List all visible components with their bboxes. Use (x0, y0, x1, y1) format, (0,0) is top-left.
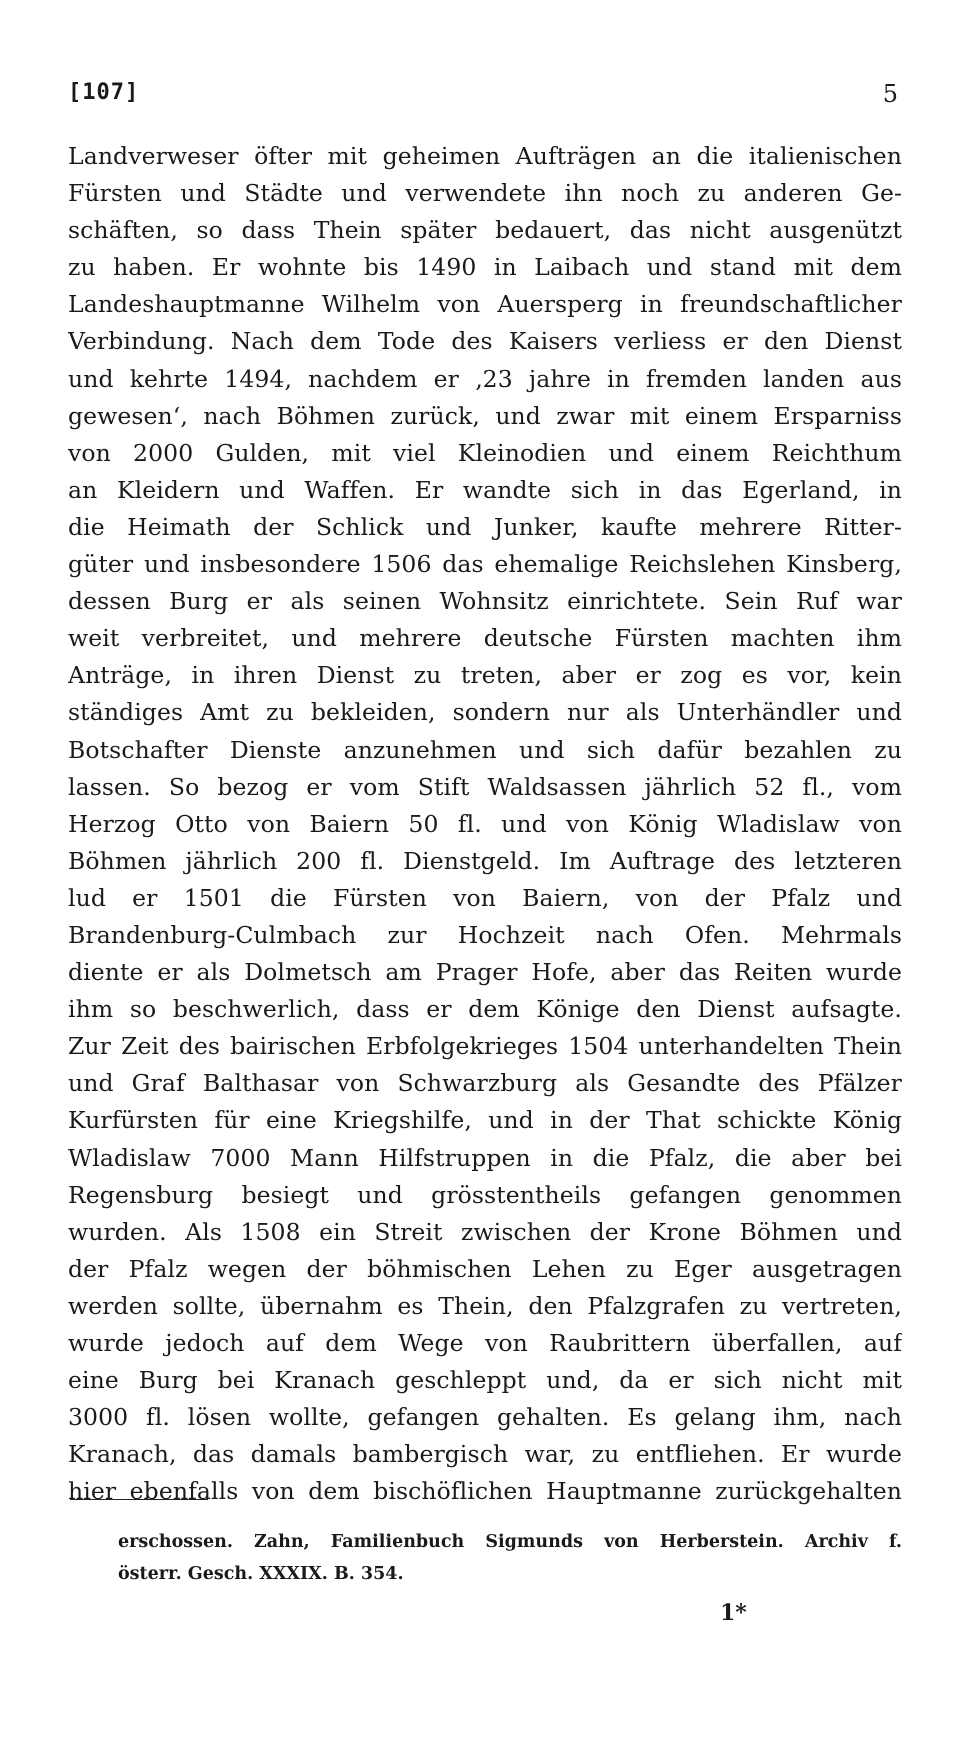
page-number: 5 (882, 80, 898, 108)
text-line: von 2000 Gulden, mit viel Kleinodien und einem Reichthum (68, 438, 902, 467)
text-line: Verbindung. Nach dem Tode des Kaisers verliess er den Dienst (68, 327, 902, 356)
text-line: werden sollte, übernahm es Thein, den Pfalzgrafen zu vertreten, (68, 1291, 902, 1320)
text-line: eine Burg bei Kranach geschleppt und, da er sich nicht mit (68, 1366, 902, 1395)
page-header (68, 80, 898, 114)
signature-mark: 1* (720, 1600, 747, 1626)
text-line: diente er als Dolmetsch am Prager Hofe, aber das Reiten wurde (68, 958, 902, 987)
text-line: güter und insbesondere 1506 das ehemalige Reichslehen Kinsberg, (68, 550, 902, 579)
text-line: Kurfürsten für eine Kriegshilfe, und in der That schickte König (68, 1106, 902, 1135)
text-line: schäften, so dass Thein später bedauert, das nicht ausgenützt (68, 216, 902, 245)
text-line: lassen. So bezog er vom Stift Waldsassen jährlich 52 fl., vom (68, 772, 902, 801)
footnote-divider (70, 1499, 208, 1500)
text-line: Landeshauptmanne Wilhelm von Auersperg in freundschaftlicher (68, 290, 902, 319)
text-line: Herzog Otto von Baiern 50 fl. und von König Wladislaw von (68, 809, 902, 838)
text-line: an Kleidern und Waffen. Er wandte sich in das Egerland, in (68, 475, 902, 504)
text-line: Wladislaw 7000 Mann Hilfstruppen in die Pfalz, die aber bei (68, 1143, 902, 1172)
page-reference: [107] (68, 80, 140, 105)
text-line: Zur Zeit des bairischen Erbfolgekrieges 1504 unterhandelten Thein (68, 1032, 902, 1061)
text-line: Brandenburg-Culmbach zur Hochzeit nach Ofen. Mehrmals (68, 920, 902, 949)
footnote-line: erschossen. Zahn, Familienbuch Sigmunds von Herberstein. Archiv f. (118, 1532, 902, 1552)
text-line: Regensburg besiegt und grösstentheils gefangen genommen (68, 1180, 902, 1209)
text-line: wurde jedoch auf dem Wege von Raubrittern überfallen, auf (68, 1329, 902, 1357)
text-line: hier ebenfalls von dem bischöflichen Hauptmanne zurückgehalten (68, 1477, 902, 1506)
footnote (118, 1526, 902, 1590)
text-line: Kranach, das damals bambergisch war, zu entfliehen. Er wurde (68, 1440, 902, 1469)
text-line: wurden. Als 1508 ein Streit zwischen der Krone Böhmen und (68, 1217, 902, 1246)
text-line: lud er 1501 die Fürsten von Baiern, von der Pfalz und (68, 883, 902, 912)
text-line: zu haben. Er wohnte bis 1490 in Laibach und stand mit dem (68, 253, 902, 282)
text-line: und Graf Balthasar von Schwarzburg als Gesandte des Pfälzer (68, 1069, 902, 1098)
text-line: und kehrte 1494, nachdem er ‚23 jahre in fremden landen aus (68, 364, 902, 393)
text-line: Böhmen jährlich 200 fl. Dienstgeld. Im Auftrage des letzteren (68, 846, 902, 875)
text-line: dessen Burg er als seinen Wohnsitz einrichtete. Sein Ruf war (68, 587, 902, 616)
text-line: Landverweser öfter mit geheimen Aufträgen an die italienischen (68, 142, 902, 170)
text-line: Botschafter Dienste anzunehmen und sich dafür bezahlen zu (68, 735, 902, 764)
text-line: 3000 fl. lösen wollte, gefangen gehalten. Es gelang ihm, nach (68, 1403, 902, 1432)
text-line: Fürsten und Städte und verwendete ihn noch zu anderen Ge- (68, 179, 902, 208)
body-text (68, 138, 902, 1510)
text-line: ihm so beschwerlich, dass er dem Könige den Dienst aufsagte. (68, 995, 902, 1024)
text-line: gewesen‘, nach Böhmen zurück, und zwar mit einem Ersparniss (68, 401, 902, 430)
text-line: weit verbreitet, und mehrere deutsche Fürsten machten ihm (68, 624, 902, 653)
text-line: die Heimath der Schlick und Junker, kaufte mehrere Ritter- (68, 512, 902, 541)
text-line: ständiges Amt zu bekleiden, sondern nur als Unterhändler und (68, 698, 902, 727)
footnote-line: österr. Gesch. XXXIX. B. 354. (118, 1564, 404, 1584)
text-line: der Pfalz wegen der böhmischen Lehen zu Eger ausgetragen (68, 1254, 902, 1283)
text-line: Anträge, in ihren Dienst zu treten, aber er zog es vor, kein (68, 661, 902, 690)
